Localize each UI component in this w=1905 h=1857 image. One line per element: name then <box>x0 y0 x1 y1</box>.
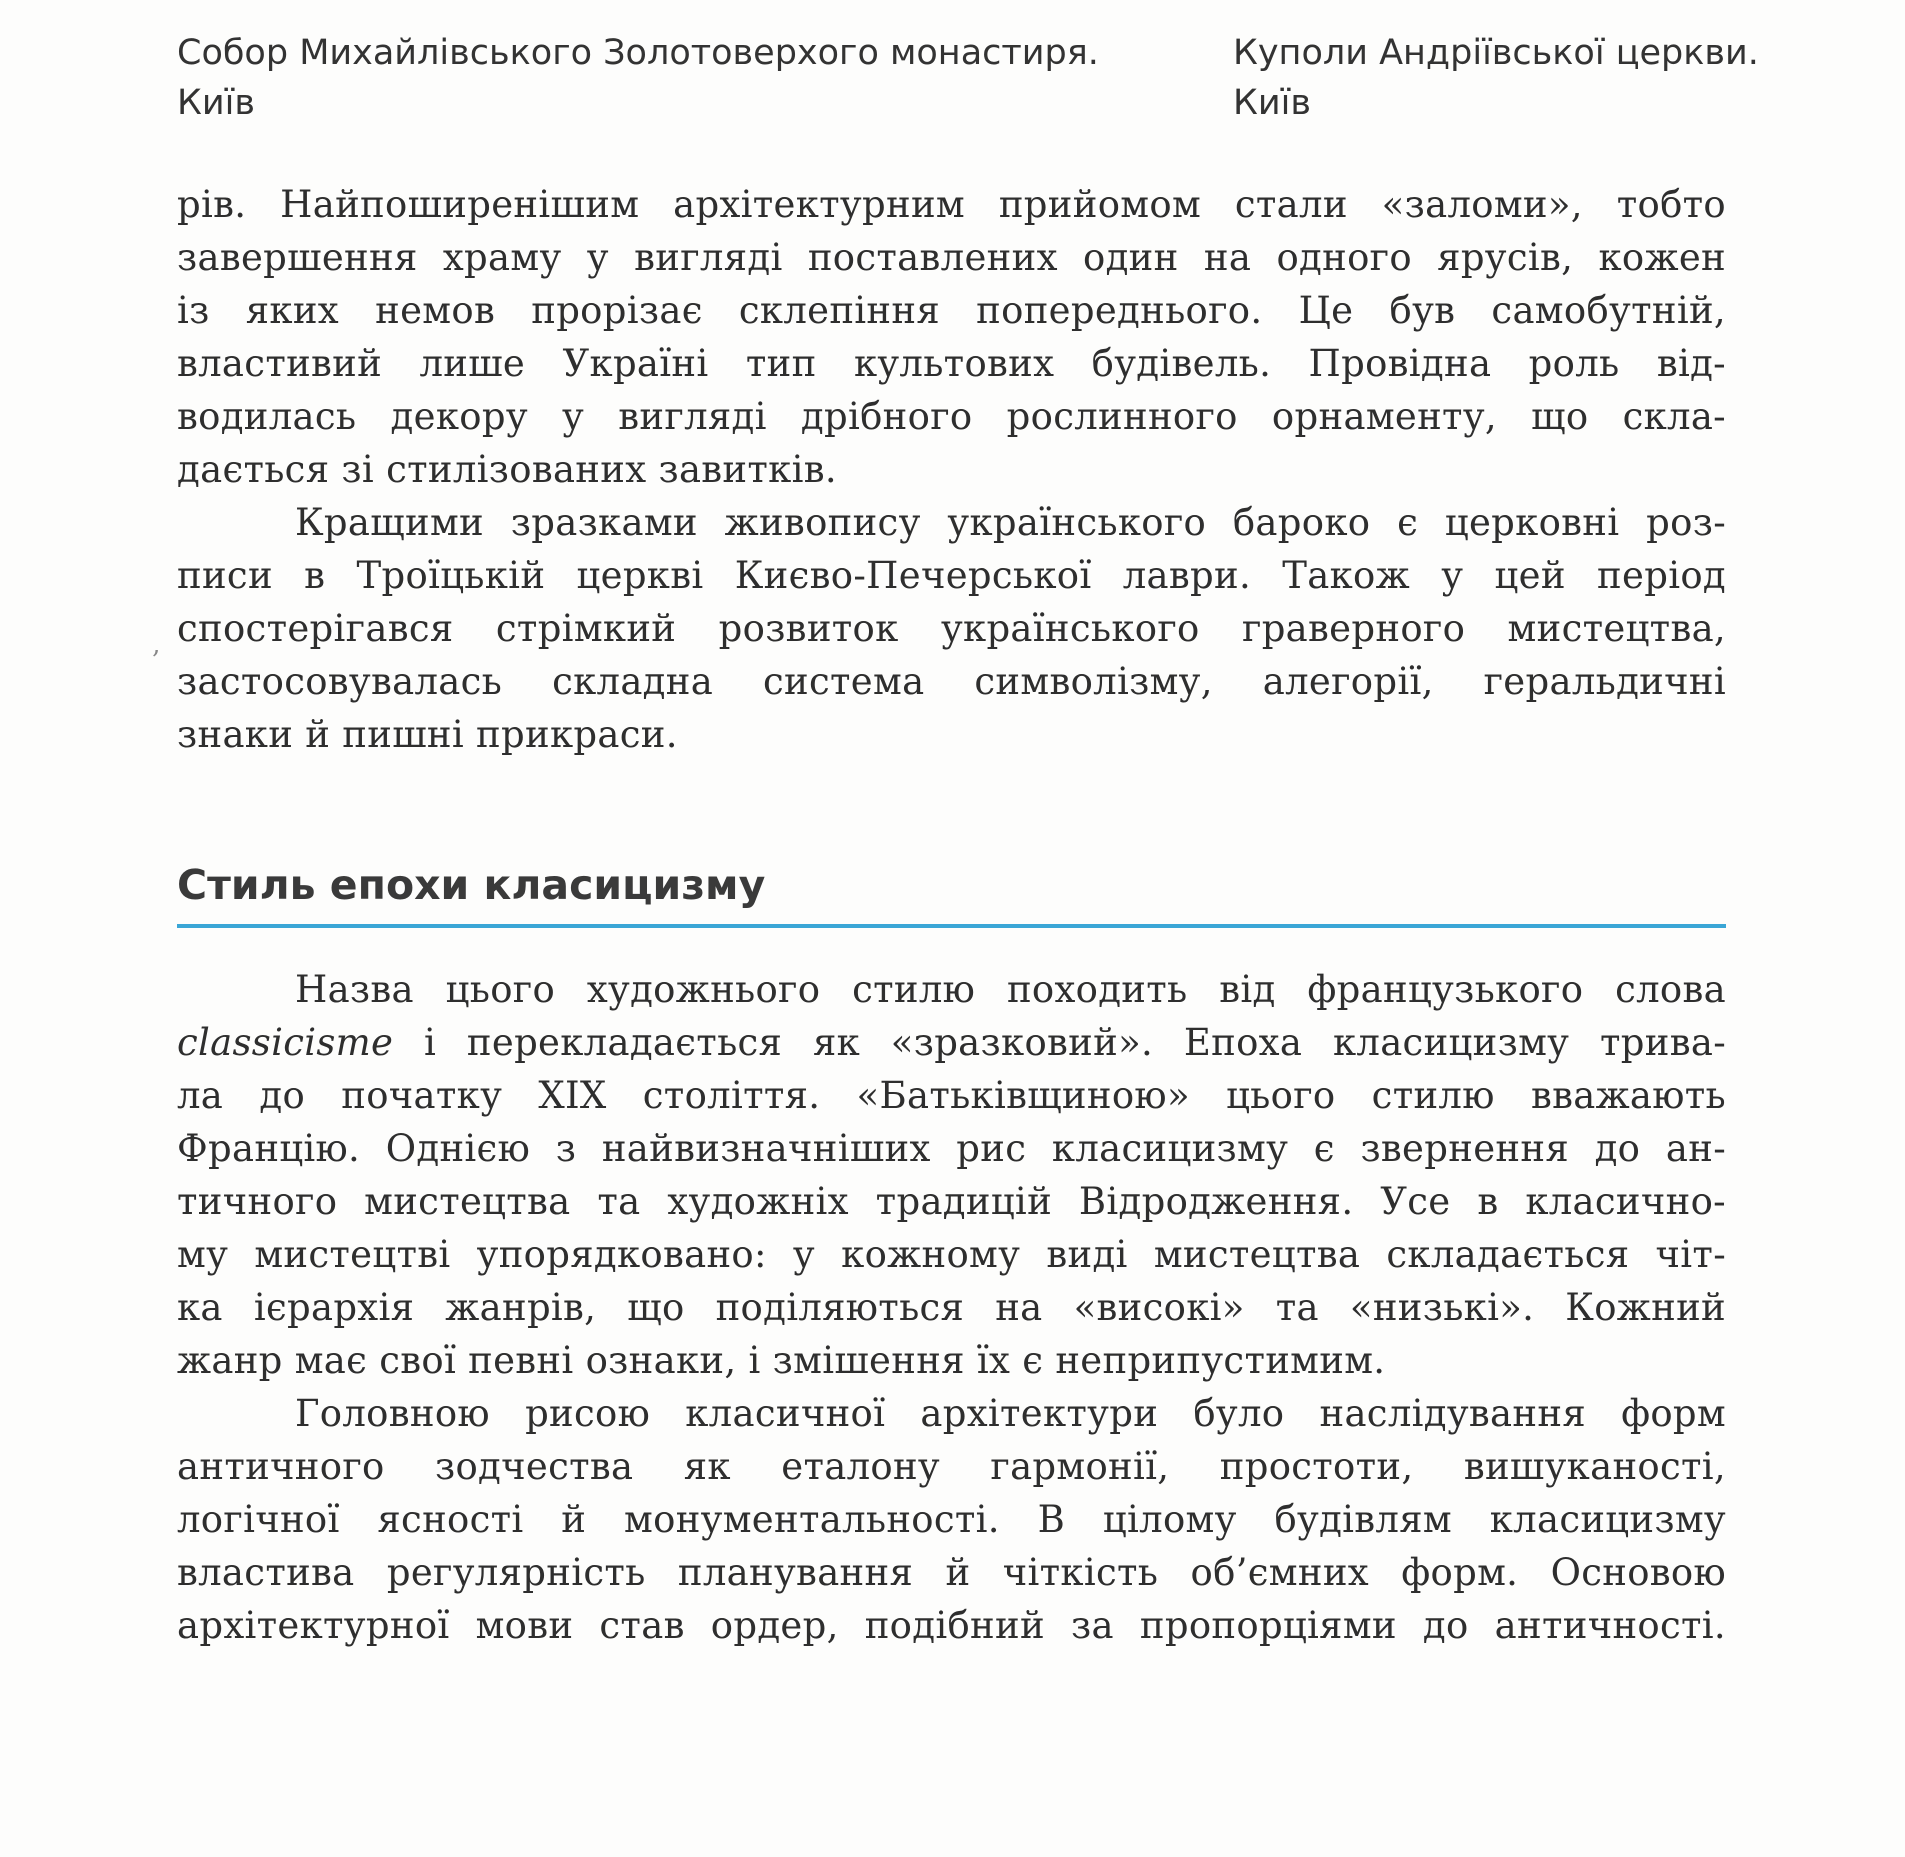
paragraph-line: дається зі стилізованих завитків. <box>177 448 837 491</box>
paragraph-line: Назва цього художнього стилю походить від французького слова <box>295 968 1726 1011</box>
figure-caption-left <box>177 28 1177 128</box>
paragraph-line: писи в Троїцькій церкві Києво-Печерської лаври. Також у цей період <box>177 554 1726 597</box>
paragraph-line: властива регулярність планування й чіткість об’ємних форм. Основою <box>177 1551 1726 1594</box>
paragraph-line: Францію. Однією з найвизначніших рис класицизму є звернення до ан- <box>177 1127 1726 1170</box>
foreign-term: classicisme <box>177 1021 394 1064</box>
paragraph-line: знаки й пишні прикраси. <box>177 713 678 756</box>
paragraph-line: архітектурної мови став ордер, подібний за пропорціями до античності. <box>177 1604 1726 1647</box>
paragraph-line: ка ієрархія жанрів, що поділяються на «високі» та «низькі». Кожний <box>177 1286 1726 1329</box>
paragraph-line: ла до початку XIX століття. «Батьківщиною» цього стилю вважають <box>177 1074 1726 1117</box>
paragraph-line: Головною рисою класичної архітектури було наслідування форм <box>295 1392 1726 1435</box>
section-heading: Стиль епохи класицизму <box>177 861 766 909</box>
paragraph-line: жанр має свої певні ознаки, і змішення їх є неприпустимим. <box>177 1339 1386 1382</box>
paragraph-line-mixed <box>177 1016 1726 1069</box>
caption-right-line-1: Куполи Андріївської церкви. <box>1233 33 1759 73</box>
baroque-paragraphs <box>177 178 1726 761</box>
caption-left-line-1: Собор Михайлівського Золотоверхого монастиря. <box>177 33 1099 73</box>
classicism-paragraphs <box>177 963 1726 1652</box>
paragraph-line: властивий лише Україні тип культових будівель. Провідна роль від- <box>177 342 1726 385</box>
paragraph-line: водилась декору у вигляді дрібного рослинного орнаменту, що скла- <box>177 395 1726 438</box>
paragraph-line: застосовувалась складна система символізму, алегорії, геральдичні <box>177 660 1726 703</box>
paragraph-line: логічної ясності й монументальності. В цілому будівлям класицизму <box>177 1498 1726 1541</box>
paragraph-line: му мистецтві упорядковано: у кожному виді мистецтва складається чіт- <box>177 1233 1726 1276</box>
paragraph-line: завершення храму у вигляді поставлених один на одного ярусів, кожен <box>177 236 1726 279</box>
caption-right-line-2: Київ <box>1233 83 1311 123</box>
margin-mark: ‚ <box>152 630 161 660</box>
paragraph-line: рів. Найпоширенішим архітектурним прийомом стали «заломи», тобто <box>177 183 1726 226</box>
figure-caption-right <box>1233 28 1873 128</box>
paragraph-line: спостерігався стрімкий розвиток українського граверного мистецтва, <box>177 607 1726 650</box>
paragraph-line-rest: і перекладається як «зразковий». Епоха класицизму трива- <box>393 1021 1726 1064</box>
section-heading-underline <box>177 924 1726 928</box>
paragraph-line: Кращими зразками живопису українського бароко є церковні роз- <box>295 501 1726 544</box>
paragraph-line: античного зодчества як еталону гармонії, простоти, вишуканості, <box>177 1445 1726 1488</box>
caption-left-line-2: Київ <box>177 83 255 123</box>
paragraph-line: тичного мистецтва та художніх традицій Відродження. Усе в класично- <box>177 1180 1726 1223</box>
paragraph-line: із яких немов прорізає склепіння попереднього. Це був самобутній, <box>177 289 1726 332</box>
